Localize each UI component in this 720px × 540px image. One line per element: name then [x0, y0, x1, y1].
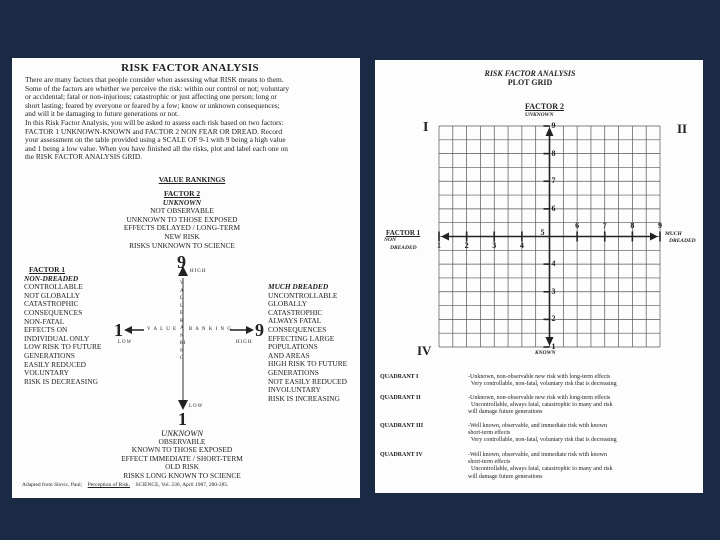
text-line: There are many factors that people consider when assessing what RISK means to them. [25, 75, 284, 84]
text-line: UNCONTROLLABLE [268, 290, 338, 300]
text-line: EFFECTS ON [24, 325, 68, 335]
text-line: POPULATIONS [268, 342, 318, 352]
text-line: short-term effects [468, 459, 511, 466]
non-label: NON [384, 237, 396, 243]
tick-label: 9 [551, 121, 556, 130]
text-line: LOW RISK TO FUTURE [24, 342, 102, 352]
text-line: UNKNOWN TO THOSE EXPOSED [126, 214, 238, 224]
text-line: NOT EASILY REDUCED [268, 376, 347, 386]
text-line: NOT GLOBALLY [24, 290, 80, 300]
value-text: V A L U E [147, 327, 178, 332]
text-line: NEW RISK [164, 231, 200, 241]
quadrant-label: QUADRANT I [380, 374, 419, 380]
plot-page-title: RISK FACTOR ANALYSIS [484, 69, 576, 78]
tick-label: 2 [464, 240, 469, 250]
citation [22, 482, 229, 488]
text-line: GLOBALLY [268, 299, 308, 309]
text-line: RISK IS DECREASING [24, 376, 98, 386]
tick-label: 1 [551, 342, 556, 351]
factor1-subheading: NON-DREADED [24, 273, 79, 283]
vertical-value-ranking-text: VALUE RANKING [180, 281, 186, 361]
text-line: AND AREAS [268, 350, 310, 360]
text-line: EFFECTING LARGE [268, 333, 335, 343]
tick-label: 2 [551, 314, 556, 324]
tick-label: 5 [540, 227, 545, 237]
text-line: will damage future generations [468, 409, 543, 416]
text-line: RISKS LONG KNOWN TO SCIENCE [123, 470, 241, 480]
quadrant-i-numeral: I [423, 120, 429, 135]
known-block [82, 429, 282, 481]
text-line: VOLUNTARY [24, 368, 69, 378]
text-line: short-term effects [468, 430, 511, 437]
factor2-label: FACTOR 2 [525, 102, 565, 111]
factor2-heading: FACTOR 2 [163, 189, 201, 198]
much-label: MUCH [665, 231, 682, 237]
tick-label: 4 [519, 240, 524, 250]
text-line: and 1 being a low value. When you have finished all the risks, plot and label each one on [25, 143, 288, 153]
text-line: NON-FATAL [24, 316, 65, 326]
text-line: FACTOR 1 UNKNOWN-KNOWN and FACTOR 2 NON FEAR OR DREAD. Record [25, 126, 283, 136]
tick-label: 8 [551, 148, 556, 158]
quadrant-ii-numeral: II [677, 121, 688, 136]
high-value-right: 9 [255, 320, 264, 340]
risk-factor-analysis-page [12, 58, 360, 498]
quadrant-label: QUADRANT II [380, 395, 421, 401]
text-line: -Well known, observable, and immediate risk with known [468, 452, 607, 458]
text-line: Very controllable, non-fatal, voluntary risk that is decreasing [468, 437, 617, 444]
quadrant-description [468, 423, 617, 445]
tick-label: 8 [630, 220, 635, 230]
tick-label: 7 [551, 176, 556, 186]
quadrant-label: QUADRANT III [380, 423, 424, 429]
text-line: GENERATIONS [268, 367, 319, 377]
text-line: -Unknown, non-observable new risk with long-term effects [468, 374, 611, 380]
high-value-top: 9 [177, 252, 186, 272]
text-line: CATASTROPHIC [24, 299, 79, 309]
text-line: the RISK FACTOR ANALYSIS GRID. [25, 152, 143, 162]
text-line: Uncontrollable, always fatal, catastrophic to many and risk [468, 402, 613, 409]
known-lines [82, 438, 282, 481]
tick-label: 3 [492, 240, 497, 250]
quadrant-description [468, 452, 612, 481]
dreaded-label-left: DREADED [390, 245, 417, 251]
text-line: HIGH RISK TO FUTURE [268, 359, 348, 369]
factor1-heading: FACTOR 1 [29, 265, 66, 274]
text-line: INDIVIDUAL ONLY [24, 333, 90, 343]
text-line: OLD RISK [165, 462, 199, 472]
text-line: CONSEQUENCES [24, 307, 83, 317]
ranking-text: R A N K I N G [189, 327, 233, 332]
text-line: -Unknown, non-observable new risk with long-term effects [468, 395, 611, 401]
text-line: and will it be damaging to future generations or not. [25, 109, 179, 119]
text-line: CATASTROPHIC [268, 307, 323, 317]
text-line: KNOWN TO THOSE EXPOSED [131, 445, 233, 455]
text-line: EFFECT IMMEDIATE / SHORT-TERM [121, 453, 243, 463]
low-label-left: LOW [118, 340, 133, 345]
plot-grid-page [375, 60, 703, 493]
text-line: RISKS UNKNOWN TO SCIENCE [129, 240, 235, 250]
page-title: RISK FACTOR ANALYSIS [121, 62, 259, 74]
arrow-right-icon [650, 233, 658, 241]
arrow-left-icon [441, 233, 449, 241]
tick-label: 9 [658, 220, 662, 230]
arrow-right-icon [246, 326, 254, 334]
text-line: your assessment on the table provided using a SCALE OF 9-1 with 9 being a high value [25, 135, 286, 145]
section-heading: VALUE RANKINGS [158, 175, 226, 184]
tick-label: 6 [551, 203, 556, 213]
text-line: INVOLUNTARY [268, 385, 321, 395]
high-label-right: HIGH [236, 340, 253, 345]
factor2-subheading: UNKNOWN [162, 197, 202, 207]
known-label: KNOWN [535, 350, 556, 356]
text-line: OBSERVABLE [158, 436, 206, 446]
text-line: Uncontrollable, always fatal, catastrophic to many and risk [468, 466, 613, 473]
text-line: will damage future generations [468, 473, 543, 480]
factor1-label: FACTOR 1 [386, 229, 421, 237]
text-line: or accidental; fatal or non-injurious; catastrophic or just affecting one person; long or [25, 92, 277, 102]
text-line: CONTROLLABLE [24, 282, 83, 292]
text-line: CONSEQUENCES [268, 324, 327, 334]
text-line: Some of the factors are whether we perceive the risk: within our control or not; voluntary [25, 83, 290, 93]
tick-label: 7 [602, 220, 607, 230]
tick-label: 1 [437, 240, 441, 250]
quadrant-description [468, 395, 612, 417]
text-line: In this Risk Factor Analysis, you will be asked to assess each risk based on two factors: [25, 117, 284, 127]
known-subheading: UNKNOWN [160, 428, 204, 438]
text-line: RISK IS INCREASING [268, 393, 340, 403]
citation-title: Perception of Risk. [87, 482, 131, 488]
plot-grid[interactable] [375, 60, 703, 360]
tick-label: 6 [575, 220, 580, 230]
text-line: -Well known, observable, and immediate risk with known [468, 423, 607, 429]
unknown-label: UNKNOWN [525, 112, 554, 118]
text-line: GENERATIONS [24, 350, 75, 360]
citation-source: SCIENCE, Vol. 236, April 1987, 280-285. [135, 482, 229, 488]
text-line: NOT OBSERVABLE [150, 206, 214, 216]
tick-label: 4 [551, 259, 556, 269]
quadrant-label: QUADRANT IV [380, 452, 423, 458]
much-dreaded-heading: MUCH DREADED [268, 282, 329, 291]
citation-author: Adapted from Slovic, Paul; [22, 482, 83, 488]
tick-label: 3 [551, 286, 556, 296]
low-value-bottom: 1 [178, 409, 187, 429]
dreaded-label-right: DREADED [669, 238, 696, 244]
low-label-bottom: LOW [189, 404, 204, 409]
quadrant-description [468, 374, 617, 388]
text-line: short lasting; feared by everyone or feared by a few; know or unknown consequences; [25, 100, 280, 110]
high-label-top: HIGH [190, 269, 207, 274]
arrow-left-icon [124, 326, 132, 334]
text-line: EFFECTS DELAYED / LONG-TERM [123, 223, 241, 233]
plot-page-subtitle: PLOT GRID [507, 78, 553, 87]
text-line: Very controllable, non-fatal, voluntary risk that is decreasing [468, 381, 617, 388]
quadrant-iv-numeral: IV [417, 343, 432, 358]
text-line: EASILY REDUCED [24, 359, 87, 369]
text-line: ALWAYS FATAL [268, 316, 322, 326]
low-value-left: 1 [114, 320, 123, 340]
